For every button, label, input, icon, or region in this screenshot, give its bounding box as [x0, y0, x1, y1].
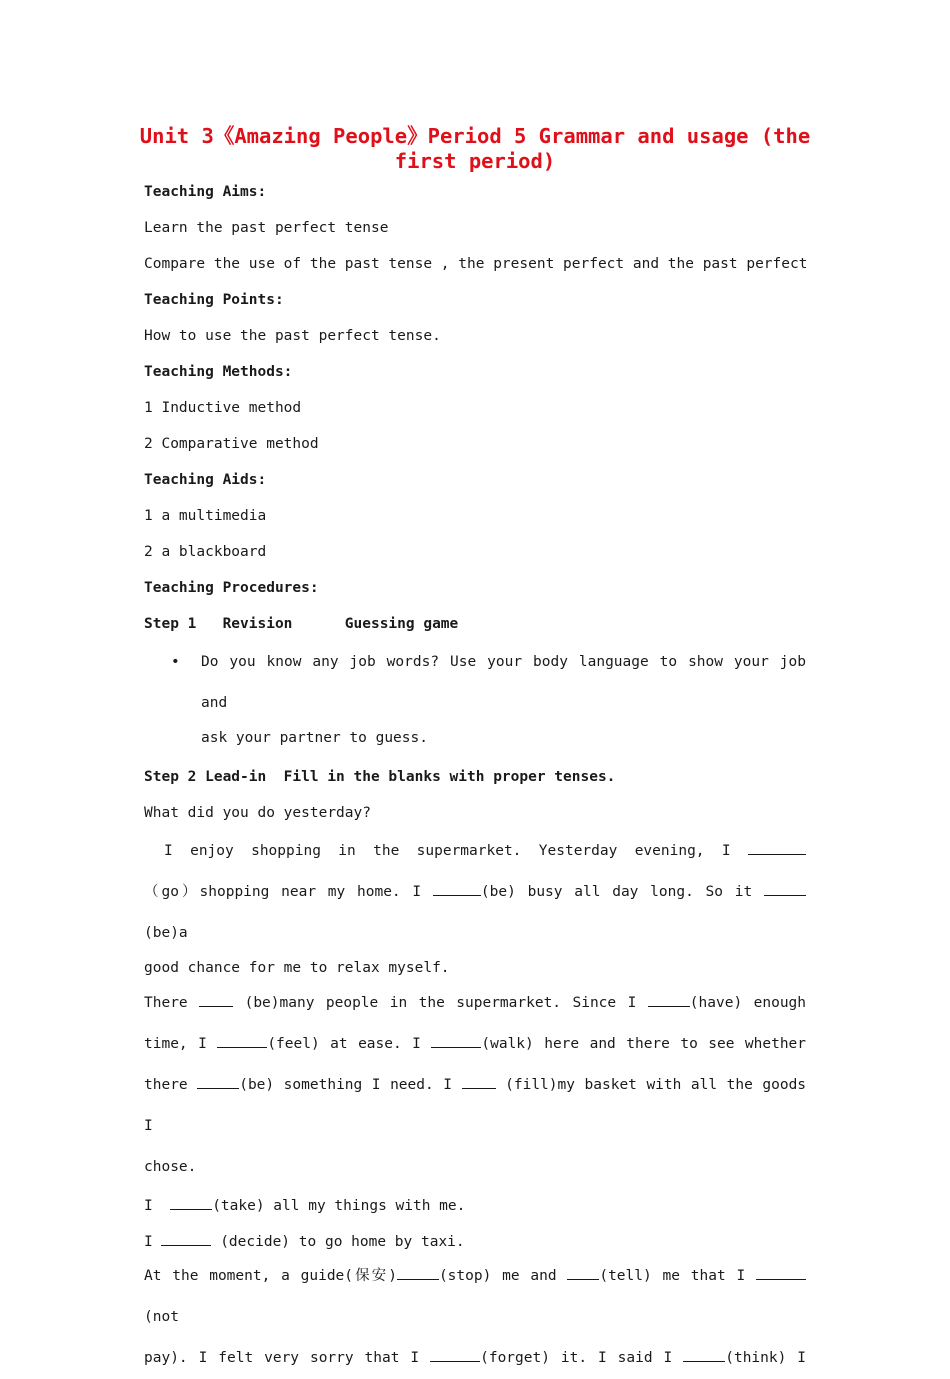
aim-item: Compare the use of the past tense , the present perfect and the past perfect [144, 256, 808, 272]
p3-text: (take) all my things with me. [212, 1198, 466, 1214]
p1-text: I enjoy shopping in the supermarket. Yesterday evening, I [164, 843, 731, 859]
blank-take[interactable] [170, 1195, 212, 1210]
step1-heading: Step 1 Revision Guessing game [144, 616, 459, 632]
p5-text: (stop) me and [438, 1268, 557, 1284]
aid-item: 1 a multimedia [144, 508, 267, 524]
p5-text: (not [144, 1309, 179, 1325]
blank-be[interactable] [433, 881, 481, 896]
methods-heading: Teaching Methods: [144, 364, 293, 380]
p1-text: （go）shopping near my home. I [144, 884, 422, 900]
bullet-icon: • [171, 654, 180, 670]
points-heading: Teaching Points: [144, 292, 284, 308]
p4-text: (decide) to go home by taxi. [220, 1234, 465, 1250]
p5-text: At the moment, a guide(保安) [144, 1268, 397, 1284]
step1-text-line2 [144, 718, 806, 759]
paragraph-2-line-3 [144, 1065, 806, 1147]
step2-heading: Step 2 Lead-in Fill in the blanks with proper tenses. [144, 769, 616, 785]
step1-text-line1: Do you know any job words? Use your body language to show your job and [201, 654, 806, 711]
p5-text: pay). I felt very sorry that I [144, 1350, 420, 1366]
blank-be[interactable] [197, 1074, 239, 1089]
method-item: 2 Comparative method [144, 436, 319, 452]
step1-text-line2-content: ask your partner to guess. [201, 730, 428, 746]
blank-tell[interactable] [567, 1265, 599, 1280]
blank-feel[interactable] [217, 1033, 267, 1048]
p5-text: (think) I [725, 1350, 807, 1366]
paragraph-2-line-2 [144, 1024, 806, 1065]
p2-text: (walk) here and there to see whether [481, 1036, 807, 1052]
paragraph-1-line-3: good chance for me to relax myself. [144, 960, 450, 976]
p2-text: time, I [144, 1036, 207, 1052]
step2-question: What did you do yesterday? [144, 805, 371, 821]
method-item: 1 Inductive method [144, 400, 302, 416]
blank-think[interactable] [683, 1347, 725, 1362]
aim-item: Learn the past perfect tense [144, 220, 389, 236]
paragraph-5-line-1 [144, 1256, 806, 1338]
document-body [139, 124, 811, 1379]
paragraph-3 [144, 1188, 806, 1224]
blank-fill[interactable] [462, 1074, 496, 1089]
paragraph-2-line-1 [144, 983, 806, 1024]
p2-text: (feel) at ease. I [267, 1036, 421, 1052]
paragraph-1-line-1 [144, 831, 806, 872]
p2-text: (fill)my basket with all the goods I [144, 1077, 807, 1134]
paragraph-2-line-4: chose. [144, 1159, 197, 1175]
step1-bullet-item [144, 642, 806, 724]
p2-text: (be) something I need. I [239, 1077, 453, 1093]
blank-be[interactable] [764, 881, 806, 896]
blank-have[interactable] [648, 992, 690, 1007]
blank-not-pay[interactable] [756, 1265, 806, 1280]
blank-decide[interactable] [161, 1231, 211, 1246]
blank-walk[interactable] [431, 1033, 481, 1048]
page-title: Unit 3《Amazing People》Period 5 Grammar and usage (the first period) [139, 124, 811, 173]
blank-go[interactable] [748, 840, 806, 855]
point-item: How to use the past perfect tense. [144, 328, 441, 344]
blank-be[interactable] [199, 992, 233, 1007]
aids-heading: Teaching Aids: [144, 472, 267, 488]
blank-forget[interactable] [430, 1347, 480, 1362]
p4-text: I [144, 1234, 153, 1250]
p5-text: (forget) it. I said I [480, 1350, 673, 1366]
p3-text: I [144, 1198, 153, 1214]
paragraph-4 [144, 1224, 806, 1260]
aims-heading: Teaching Aims: [144, 184, 267, 200]
p2-text: There [144, 995, 188, 1011]
procedures-heading: Teaching Procedures: [144, 580, 319, 596]
p2-text: there [144, 1077, 188, 1093]
blank-stop[interactable] [397, 1265, 439, 1280]
p5-text: (tell) me that I [599, 1268, 746, 1284]
p2-text: (be)many people in the supermarket. Since I [244, 995, 637, 1011]
paragraph-5-line-2 [144, 1338, 806, 1379]
p1-text: (be) busy all day long. So it [480, 884, 753, 900]
aid-item: 2 a blackboard [144, 544, 267, 560]
p1-text: (be)a [144, 925, 188, 941]
p2-text: (have) enough [689, 995, 807, 1011]
paragraph-1-line-2 [144, 872, 806, 954]
